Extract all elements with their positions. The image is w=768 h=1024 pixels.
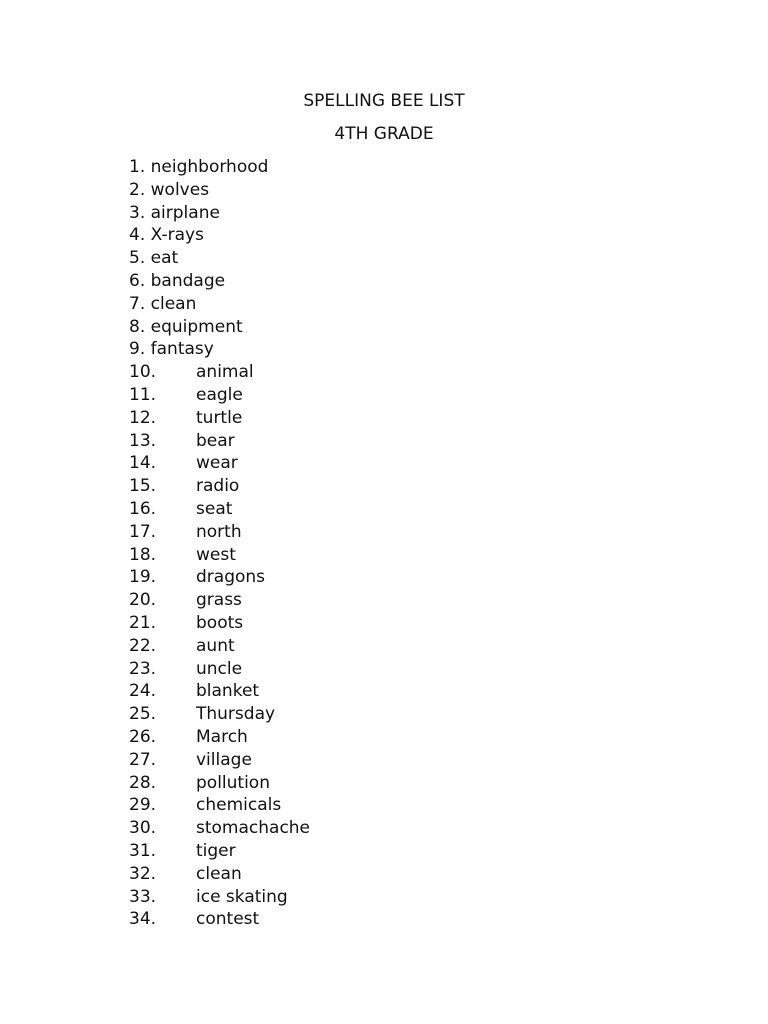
item-word: radio	[196, 476, 240, 497]
item-number: 8.	[129, 316, 146, 337]
item-number: 30.	[129, 818, 157, 839]
list-item	[129, 703, 310, 726]
item-word: seat	[196, 498, 233, 519]
list-item	[129, 452, 310, 475]
item-word: bear	[196, 430, 235, 451]
item-word: north	[196, 521, 242, 542]
list-item	[129, 840, 310, 863]
list-item	[129, 566, 310, 589]
item-word: dragons	[196, 567, 266, 588]
item-number: 4.	[129, 225, 146, 246]
item-number: 28.	[129, 772, 157, 793]
item-number: 14.	[129, 453, 157, 474]
item-word: village	[196, 749, 252, 770]
item-word: boots	[196, 612, 244, 633]
item-number: 12.	[129, 407, 157, 428]
list-item	[129, 589, 310, 612]
item-number: 27.	[129, 749, 157, 770]
item-word: fantasy	[150, 339, 214, 360]
list-item	[129, 794, 310, 817]
item-number: 16.	[129, 498, 157, 519]
item-number: 19.	[129, 567, 157, 588]
item-word: pollution	[196, 772, 270, 793]
item-number: 31.	[129, 840, 157, 861]
item-word: animal	[196, 362, 254, 383]
item-word: equipment	[150, 316, 243, 337]
list-item	[129, 430, 310, 453]
item-number: 9.	[129, 339, 146, 360]
item-number: 5.	[129, 248, 146, 269]
list-item	[129, 475, 310, 498]
list-item	[129, 908, 310, 931]
list-item	[129, 293, 310, 316]
item-number: 32.	[129, 863, 157, 884]
list-item	[129, 726, 310, 749]
list-item	[129, 772, 310, 795]
list-item	[129, 270, 310, 293]
item-number: 20.	[129, 590, 157, 611]
item-number: 29.	[129, 795, 157, 816]
spelling-word-list	[129, 156, 310, 931]
list-item	[129, 224, 310, 247]
item-number: 1.	[129, 157, 146, 177]
item-number: 3.	[129, 202, 146, 223]
item-word: uncle	[196, 658, 243, 679]
item-word: eat	[150, 248, 179, 269]
item-number: 2.	[129, 179, 146, 200]
list-item	[129, 749, 310, 772]
item-word: Thursday	[196, 704, 276, 725]
item-number: 10.	[129, 362, 157, 383]
item-word: contest	[196, 909, 260, 930]
item-word: airplane	[150, 202, 220, 223]
item-number: 17.	[129, 521, 157, 542]
page-title: SPELLING BEE LIST	[303, 91, 465, 111]
item-word: March	[196, 726, 248, 747]
list-item	[129, 886, 310, 909]
item-word: X-rays	[150, 225, 204, 246]
item-number: 24.	[129, 681, 157, 702]
item-number: 22.	[129, 635, 157, 656]
list-item	[129, 407, 310, 430]
item-number: 7.	[129, 293, 146, 314]
item-word: aunt	[196, 635, 235, 656]
item-word: clean	[150, 293, 197, 314]
item-word: chemicals	[196, 795, 282, 816]
list-item	[129, 361, 310, 384]
list-item	[129, 658, 310, 681]
item-word: clean	[196, 863, 242, 884]
list-item	[129, 384, 310, 407]
item-word: grass	[196, 590, 242, 611]
item-number: 18.	[129, 544, 157, 565]
item-number: 26.	[129, 726, 157, 747]
item-number: 13.	[129, 430, 157, 451]
item-number: 15.	[129, 476, 157, 497]
page-subtitle: 4TH GRADE	[334, 124, 434, 144]
item-number: 25.	[129, 704, 157, 725]
list-item	[129, 316, 310, 339]
item-number: 33.	[129, 886, 157, 907]
item-word: west	[196, 544, 236, 565]
item-number: 6.	[129, 270, 146, 291]
list-item	[129, 863, 310, 886]
item-word: blanket	[196, 681, 260, 702]
item-word: wolves	[150, 179, 210, 200]
list-item	[129, 202, 310, 225]
list-item	[129, 817, 310, 840]
item-word: stomachache	[196, 818, 311, 839]
item-word: eagle	[196, 384, 243, 405]
list-item	[129, 521, 310, 544]
list-item	[129, 338, 310, 361]
item-word: neighborhood	[150, 157, 269, 177]
item-word: wear	[196, 453, 238, 474]
list-item	[129, 179, 310, 202]
item-number: 34.	[129, 909, 157, 930]
list-item	[129, 247, 310, 270]
item-number: 11.	[129, 384, 157, 405]
item-word: tiger	[196, 840, 236, 861]
list-item	[129, 498, 310, 521]
list-item	[129, 612, 310, 635]
item-number: 21.	[129, 612, 157, 633]
list-item	[129, 156, 310, 179]
list-item	[129, 680, 310, 703]
item-word: turtle	[196, 407, 243, 428]
item-word: ice skating	[196, 886, 288, 907]
item-number: 23.	[129, 658, 157, 679]
list-item	[129, 635, 310, 658]
list-item	[129, 544, 310, 567]
item-word: bandage	[150, 270, 226, 291]
